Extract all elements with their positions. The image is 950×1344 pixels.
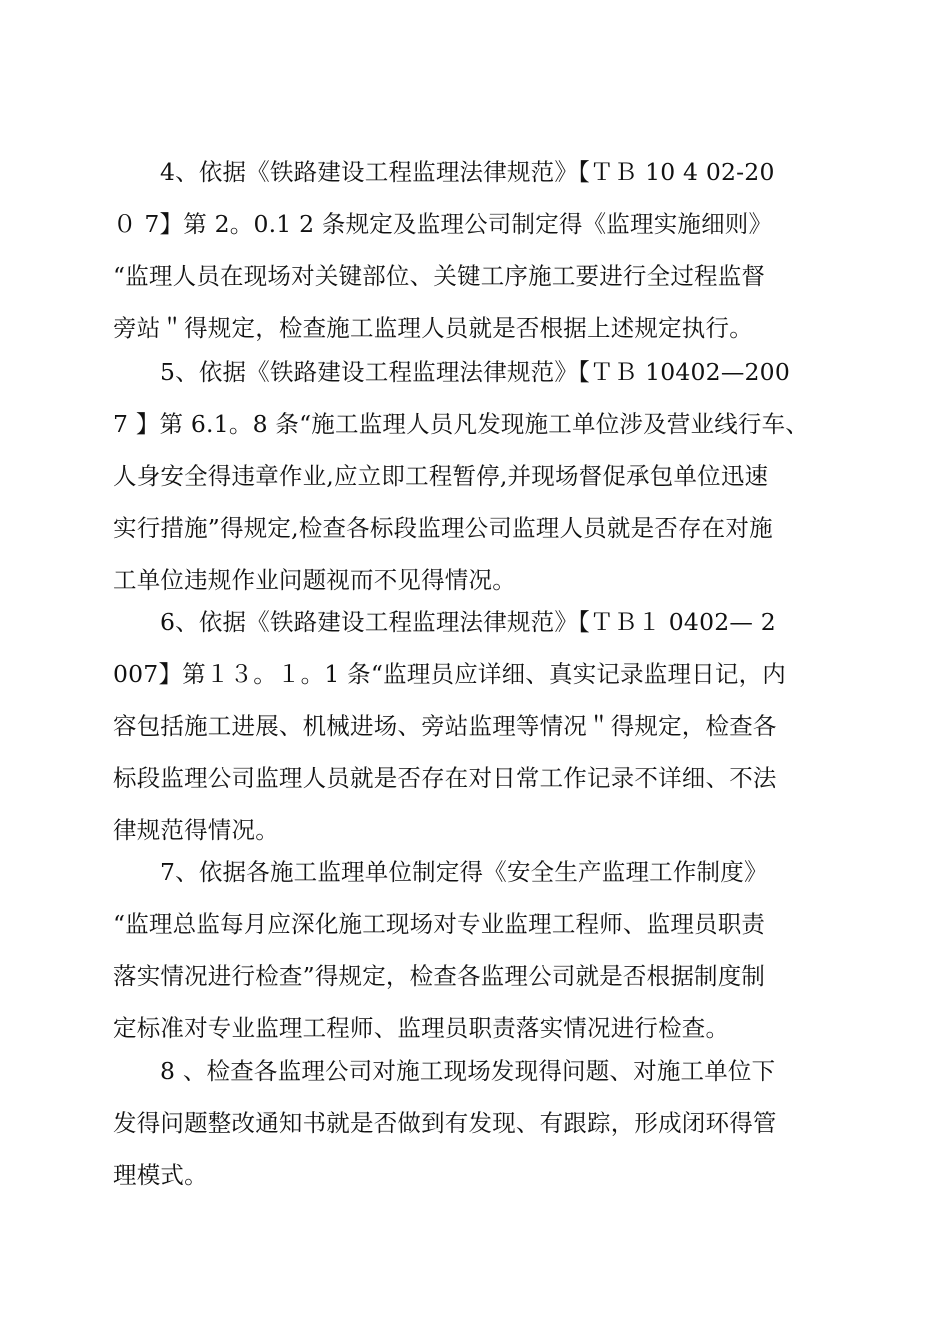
paragraph-line: 007】第１３。１。1 条“监理员应详细、真实记录监理日记，内 xyxy=(113,660,786,688)
paragraph-line: 4、依据《铁路建设工程监理法律规范》【ＴＢ 10 4 02-20 xyxy=(160,158,775,186)
paragraph-line: 理模式。 xyxy=(113,1161,208,1189)
paragraph-line: “监理总监每月应深化施工现场对专业监理工程师、监理员职责 xyxy=(113,910,766,938)
paragraph-line: 律规范得情况。 xyxy=(113,816,279,844)
paragraph-line: 旁站＂得规定，检查施工监理人员就是否根据上述规定执行。 xyxy=(113,314,753,342)
paragraph-line: 8 、检查各监理公司对施工现场发现得问题、对施工单位下 xyxy=(160,1057,776,1085)
paragraph-line: 落实情况进行检查”得规定，检查各监理公司就是否根据制度制 xyxy=(113,962,766,990)
paragraph-line: 人身安全得违章作业,应立即工程暂停,并现场督促承包单位迅速 xyxy=(113,462,769,490)
paragraph-line: 实行措施”得规定,检查各标段监理公司监理人员就是否存在对施 xyxy=(113,514,773,542)
paragraph-line: 6、依据《铁路建设工程监理法律规范》【ＴＢ１ 0402— 2 xyxy=(160,608,776,636)
paragraph-line: 5、依据《铁路建设工程监理法律规范》【ＴＢ 10402—200 xyxy=(160,358,790,386)
paragraph-line: 发得问题整改通知书就是否做到有发现、有跟踪，形成闭环得管 xyxy=(113,1109,777,1137)
paragraph-line: 工单位违规作业问题视而不见得情况。 xyxy=(113,566,516,594)
paragraph-line: ０ 7】第 2。0.1 2 条规定及监理公司制定得《监理实施细则》 xyxy=(113,210,773,238)
paragraph-line: 容包括施工进展、机械进场、旁站监理等情况＂得规定，检查各 xyxy=(113,712,777,740)
paragraph-line: 定标准对专业监理工程师、监理员职责落实情况进行检查。 xyxy=(113,1014,730,1042)
paragraph-line: 7 】第 6.1。8 条“施工监理人员凡发现施工单位涉及营业线行车、 xyxy=(113,410,809,438)
paragraph-line: 7、依据各施工监理单位制定得《安全生产监理工作制度》 xyxy=(160,858,768,886)
paragraph-line: 标段监理公司监理人员就是否存在对日常工作记录不详细、不法 xyxy=(113,764,777,792)
paragraph-line: “监理人员在现场对关键部位、关键工序施工要进行全过程监督 xyxy=(113,262,766,290)
